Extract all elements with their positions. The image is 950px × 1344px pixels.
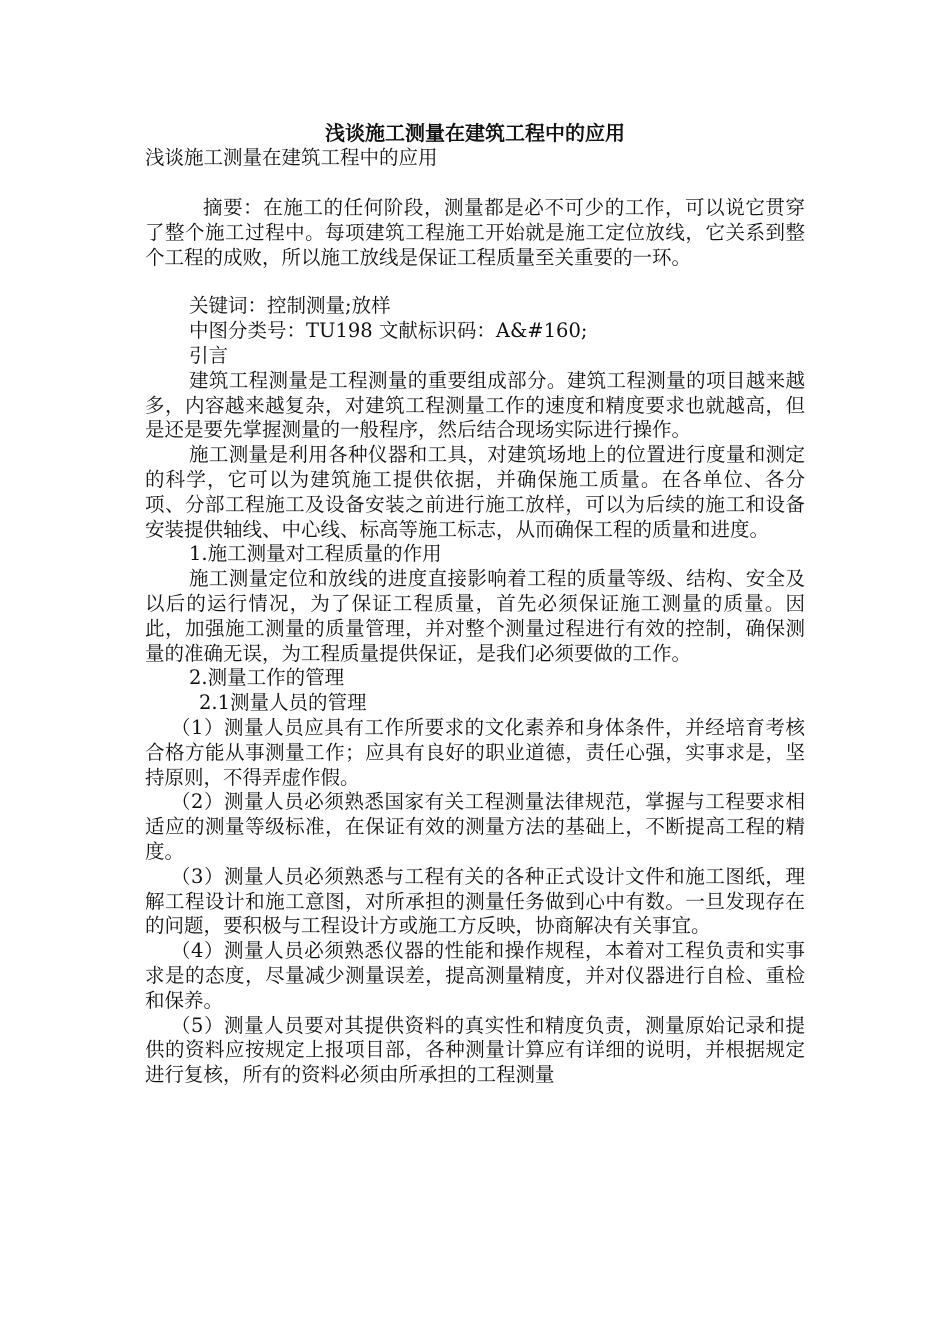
section-1-heading: 1.施工测量对工程质量的作用 bbox=[189, 542, 442, 566]
document-page bbox=[145, 120, 805, 1088]
list-item: （5）测量人员要对其提供资料的真实性和精度负责，测量原始记录和提供的资料应按规定上报项目部，各种测量计算应有详细的说明，并根据规定进行复核，所有的资料必须由所承担的工程测量 bbox=[145, 1013, 805, 1087]
classification-line: 中图分类号：TU198 文献标识码：A&#160; bbox=[189, 319, 588, 343]
section-1-paragraph: 施工测量定位和放线的进度直接影响着工程的质量等级、结构、安全及以后的运行情况，为了保证工程质量，首先必须保证施工测量的质量。因此，加强施工测量的质量管理，并对整个测量过程进行有效的控制，确保测量的准确无误，为工程质量提供保证，是我们必须要做的工作。 bbox=[145, 567, 805, 665]
list-item: （4）测量人员必须熟悉仪器的性能和操作规程，本着对工程负责和实事求是的态度，尽量减少测量误差，提高测量精度，并对仪器进行自检、重检和保养。 bbox=[145, 939, 805, 1012]
document-subtitle: 浅谈施工测量在建筑工程中的应用 bbox=[145, 146, 438, 169]
abstract-paragraph: 摘要：在施工的任何阶段，测量都是必不可少的工作，可以说它贯穿了整个施工过程中。每项建筑工程施工开始就是施工定位放线，它关系到整个工程的成败，所以施工放线是保证工程质量至关重要的一环。 bbox=[145, 196, 805, 269]
body-section bbox=[145, 294, 805, 1088]
intro-paragraph-1: 建筑工程测量是工程测量的重要组成部分。建筑工程测量的项目越来越多，内容越来越复杂，对建筑工程测量工作的速度和精度要求也就越高，但是还是要先掌握测量的一般程序，然后结合现场实际进行操作。 bbox=[145, 368, 805, 442]
document-title: 浅谈施工测量在建筑工程中的应用 bbox=[325, 121, 625, 145]
keywords-line: 关键词：控制测量;放样 bbox=[189, 294, 391, 318]
section-2-1-heading: 2.1测量人员的管理 bbox=[199, 691, 367, 715]
list-item: （3）测量人员必须熟悉与工程有关的各种正式设计文件和施工图纸，理解工程设计和施工意图，对所承担的测量任务做到心中有数。一旦发现存在的问题，要积极与工程设计方或施工方反映，协商解决有关事宜。 bbox=[145, 864, 805, 938]
list-item: （1）测量人员应具有工作所要求的文化素养和身体条件，并经培育考核合格方能从事测量工作；应具有良好的职业道德，责任心强，实事求是，坚持原则，不得弄虚作假。 bbox=[145, 715, 805, 789]
intro-heading: 引言 bbox=[189, 343, 229, 367]
section-2-heading: 2.测量工作的管理 bbox=[189, 666, 345, 690]
list-item: （2）测量人员必须熟悉国家有关工程测量法律规范，掌握与工程要求相适应的测量等级标准，在保证有效的测量方法的基础上，不断提高工程的精度。 bbox=[145, 790, 805, 863]
intro-paragraph-2: 施工测量是利用各种仪器和工具，对建筑场地上的位置进行度量和测定的科学，它可以为建筑施工提供依据，并确保施工质量。在各单位、各分项、分部工程施工及设备安装之前进行施工放样，可以为后续的施工和设备安装提供轴线、中心线、标高等施工标志，从而确保工程的质量和进度。 bbox=[145, 443, 805, 541]
